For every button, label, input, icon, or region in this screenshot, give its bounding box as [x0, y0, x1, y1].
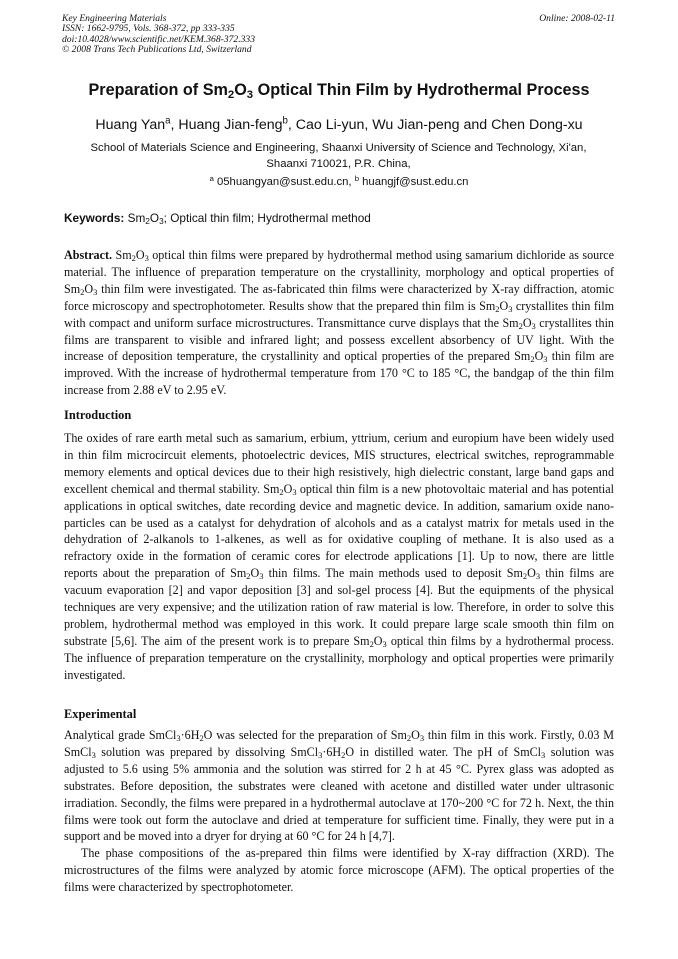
keywords-text: ; Optical thin film; Hydrothermal method [163, 211, 371, 225]
subscript: 3 [382, 638, 387, 649]
title-text: Optical Thin Film by Hydrothermal Process [253, 81, 590, 99]
abstract-text: O [522, 315, 532, 330]
copyright-line: © 2008 Trans Tech Publications Ltd, Switzerland [62, 44, 252, 56]
keywords-label: Keywords: [64, 211, 125, 225]
email-link[interactable]: 05huangyan@sust.edu.cn, [213, 176, 355, 188]
body-text: ·6H [180, 728, 200, 742]
body-text: O [250, 566, 260, 581]
author-name: Huang Yan [95, 117, 166, 133]
subscript: 3 [91, 750, 96, 761]
body-text: O [283, 481, 293, 496]
author-name: Huang Jian-feng [178, 117, 283, 133]
abstract-text: crystallites thin films are transparent to visible and infrared light; and possess excellent absorbency of UV light. With the increase of deposition temperature, the crystallinity and optical properties of the prepared Sm [64, 315, 614, 364]
subscript: 3 [259, 571, 264, 582]
body-text: solution was prepared by dissolving SmCl [95, 744, 319, 759]
body-text: optical thin film is a new photovoltaic material and has potential applications in optical switches, date recording device and magnetic device. In addition, samarium oxide nano-particles can be used as a catalyst for dehydration of alcohols and as a catalyst matrix for metals used in the dehydration of 2-alkanols to 1-alkenes, as well as for oxidative coupling of methane. It is also used as a refractory oxide in the formation of ceramic cores for electrode applications [1]. Up to now, there are little reports about the preparation of Sm [64, 481, 614, 581]
journal-header [62, 14, 615, 56]
body-text: optical thin films by a hydrothermal process. The influence of preparation temperature on the crystallinity, morphology and optical properties were primarily investigated. [64, 633, 614, 682]
subscript: 3 [508, 303, 513, 314]
journal-name: Key Engineering Materials [62, 13, 167, 24]
email-mark: b [354, 173, 359, 183]
author-emails [0, 173, 678, 188]
experimental-body [64, 727, 614, 896]
abstract-text: O [84, 281, 94, 296]
subscript: 3 [292, 486, 297, 497]
subscript: 3 [531, 320, 536, 331]
author-names: , Cao Li-yun, Wu Jian-peng and Chen Dong-xu [287, 117, 583, 133]
subscript: 3 [176, 733, 181, 744]
subscript: 2 [80, 286, 85, 297]
title-text: O [234, 81, 247, 99]
paragraph: The phase compositions of the as-prepared thin films were identified by X-ray diffraction (XRD). The microstructures of the films were analyzed by atomic force microscope (AFM). The optical properties of the films were characterized by spectrophotometer. [64, 846, 614, 895]
abstract-text: O [499, 298, 509, 313]
title-subscript: 3 [246, 88, 254, 101]
subscript: 2 [530, 354, 535, 365]
subscript: 2 [406, 733, 412, 744]
subscript: 3 [93, 286, 98, 297]
body-text: O [411, 728, 420, 742]
title-subscript: 2 [227, 88, 235, 101]
keywords-text: O [149, 211, 160, 225]
subscript: 3 [419, 733, 425, 744]
body-text: solution was adjusted to 5.6 using 5% ammonia and the solution was stirred for 2 h at 45 °C. Pyrex glass was adopted as substrates. Before deposition, the substrates were cleaned with acetone and distilled water under ultrasonic irradiation. Secondly, the films were prepared in a hydrothermal autoclave at 170~200 °C for 72 h. Next, the thin films were took out form the autoclave and dried at temperature for sufficient time. Finally, they were put in a support and be moved into a dryer for drying at 60 °C for 24 h [4,7]. [64, 744, 614, 844]
online-date: Online: 2008-02-11 [539, 13, 615, 24]
abstract-text: O [135, 248, 145, 262]
subscript: 2 [341, 750, 346, 761]
abstract [64, 247, 614, 399]
abstract-label: Abstract. [64, 248, 113, 262]
email-mark: a [209, 173, 214, 183]
subscript: 2 [199, 733, 204, 744]
body-text: O [373, 633, 383, 648]
paper-title [0, 81, 678, 100]
author-separator: , [170, 117, 179, 133]
subscript: 3 [543, 354, 548, 365]
affiliation-line: Shaanxi 710021, P.R. China, [266, 157, 411, 170]
email-link[interactable]: huangjf@sust.edu.cn [358, 176, 469, 188]
introduction-body [64, 430, 614, 684]
subscript: 2 [518, 320, 523, 331]
body-text: thin films. The main methods used to deposit Sm [263, 566, 523, 581]
doi-line: doi:10.4028/www.scientific.net/KEM.368-372.333 [62, 33, 256, 45]
author-affiliation-mark: a [165, 115, 171, 127]
body-text: ·6H [322, 744, 342, 759]
body-text: The oxides of rare earth metal such as samarium, erbium, yttrium, cerium and europium have been widely used in thin film microcircuit elements, photoelectric devices, MIS structures, electrical switches, reprogrammable memory elements and optical devices due to their high resistively, high dielectric constant, large band gaps and excellent chemical and thermal stability. Sm [64, 431, 614, 496]
subscript: 2 [522, 571, 528, 582]
subscript: 2 [495, 303, 500, 314]
subscript: 3 [535, 571, 541, 582]
subscript: 2 [279, 486, 284, 497]
body-text: O [527, 566, 536, 581]
abstract-text: optical thin films were prepared by hydrothermal method using samarium dichloride as source material. The influence of preparation temperature on the crystallinity, morphology and optical properties of Sm [64, 248, 614, 296]
abstract-text: thin film were investigated. The as-fabricated thin films were characterized by X-ray diffraction, atomic force microscopy and spectrophotometer. Results show that the prepared thin film is Sm [64, 281, 614, 313]
subscript: 3 [144, 253, 149, 264]
body-text: O in distilled water. The pH of SmCl [345, 744, 542, 759]
subscript: 3 [541, 750, 546, 761]
subscript: 2 [246, 571, 251, 582]
body-text: thin films are vacuum evaporation [2] and vapor deposition [3] and sol-gel process [4]. But the equipments of the physical techniques are very expensive; and the utilization ration of raw material is low. Therefore, in order to solve this problem, hydrothermal method was employed in this work. It could prepare large scale smooth thin film on substrate [5,6]. The aim of the present work is to prepare Sm [64, 566, 614, 648]
abstract-text: crystallites thin film with compact and uniform surface microstructures. Transmittance curve displays that the Sm [64, 298, 614, 330]
author-list [0, 117, 678, 133]
paragraph [64, 727, 614, 845]
author-affiliation-mark: b [282, 115, 288, 127]
abstract-text: Sm [112, 248, 132, 262]
issn-line: ISSN: 1662-9795, Vols. 368-372, pp 333-335 [62, 23, 235, 35]
abstract-text: thin film are improved. With the increase of hydrothermal temperature from 170 °C to 185 °C, the bandgap of the thin film increase from 2.88 eV to 2.95 eV. [64, 349, 614, 398]
body-text: thin film in this work. Firstly, 0.03 M SmCl [64, 728, 614, 759]
body-text: Analytical grade SmCl [64, 728, 177, 742]
section-heading-introduction: Introduction [64, 408, 132, 422]
section-heading-experimental: Experimental [64, 707, 137, 721]
abstract-text: O [534, 349, 544, 364]
keywords-text: Sm [124, 211, 146, 225]
subscript: 3 [318, 750, 323, 761]
subscript: 2 [131, 253, 136, 264]
body-text: O was selected for the preparation of Sm [203, 728, 407, 742]
keywords [64, 211, 371, 225]
subscript: 3 [159, 217, 164, 227]
subscript: 2 [145, 217, 150, 227]
subscript: 2 [369, 638, 374, 649]
affiliation [62, 141, 615, 172]
affiliation-line: School of Materials Science and Engineering, Shaanxi University of Science and Technology, Xi'an, [90, 142, 587, 154]
title-text: Preparation of Sm [88, 81, 228, 99]
